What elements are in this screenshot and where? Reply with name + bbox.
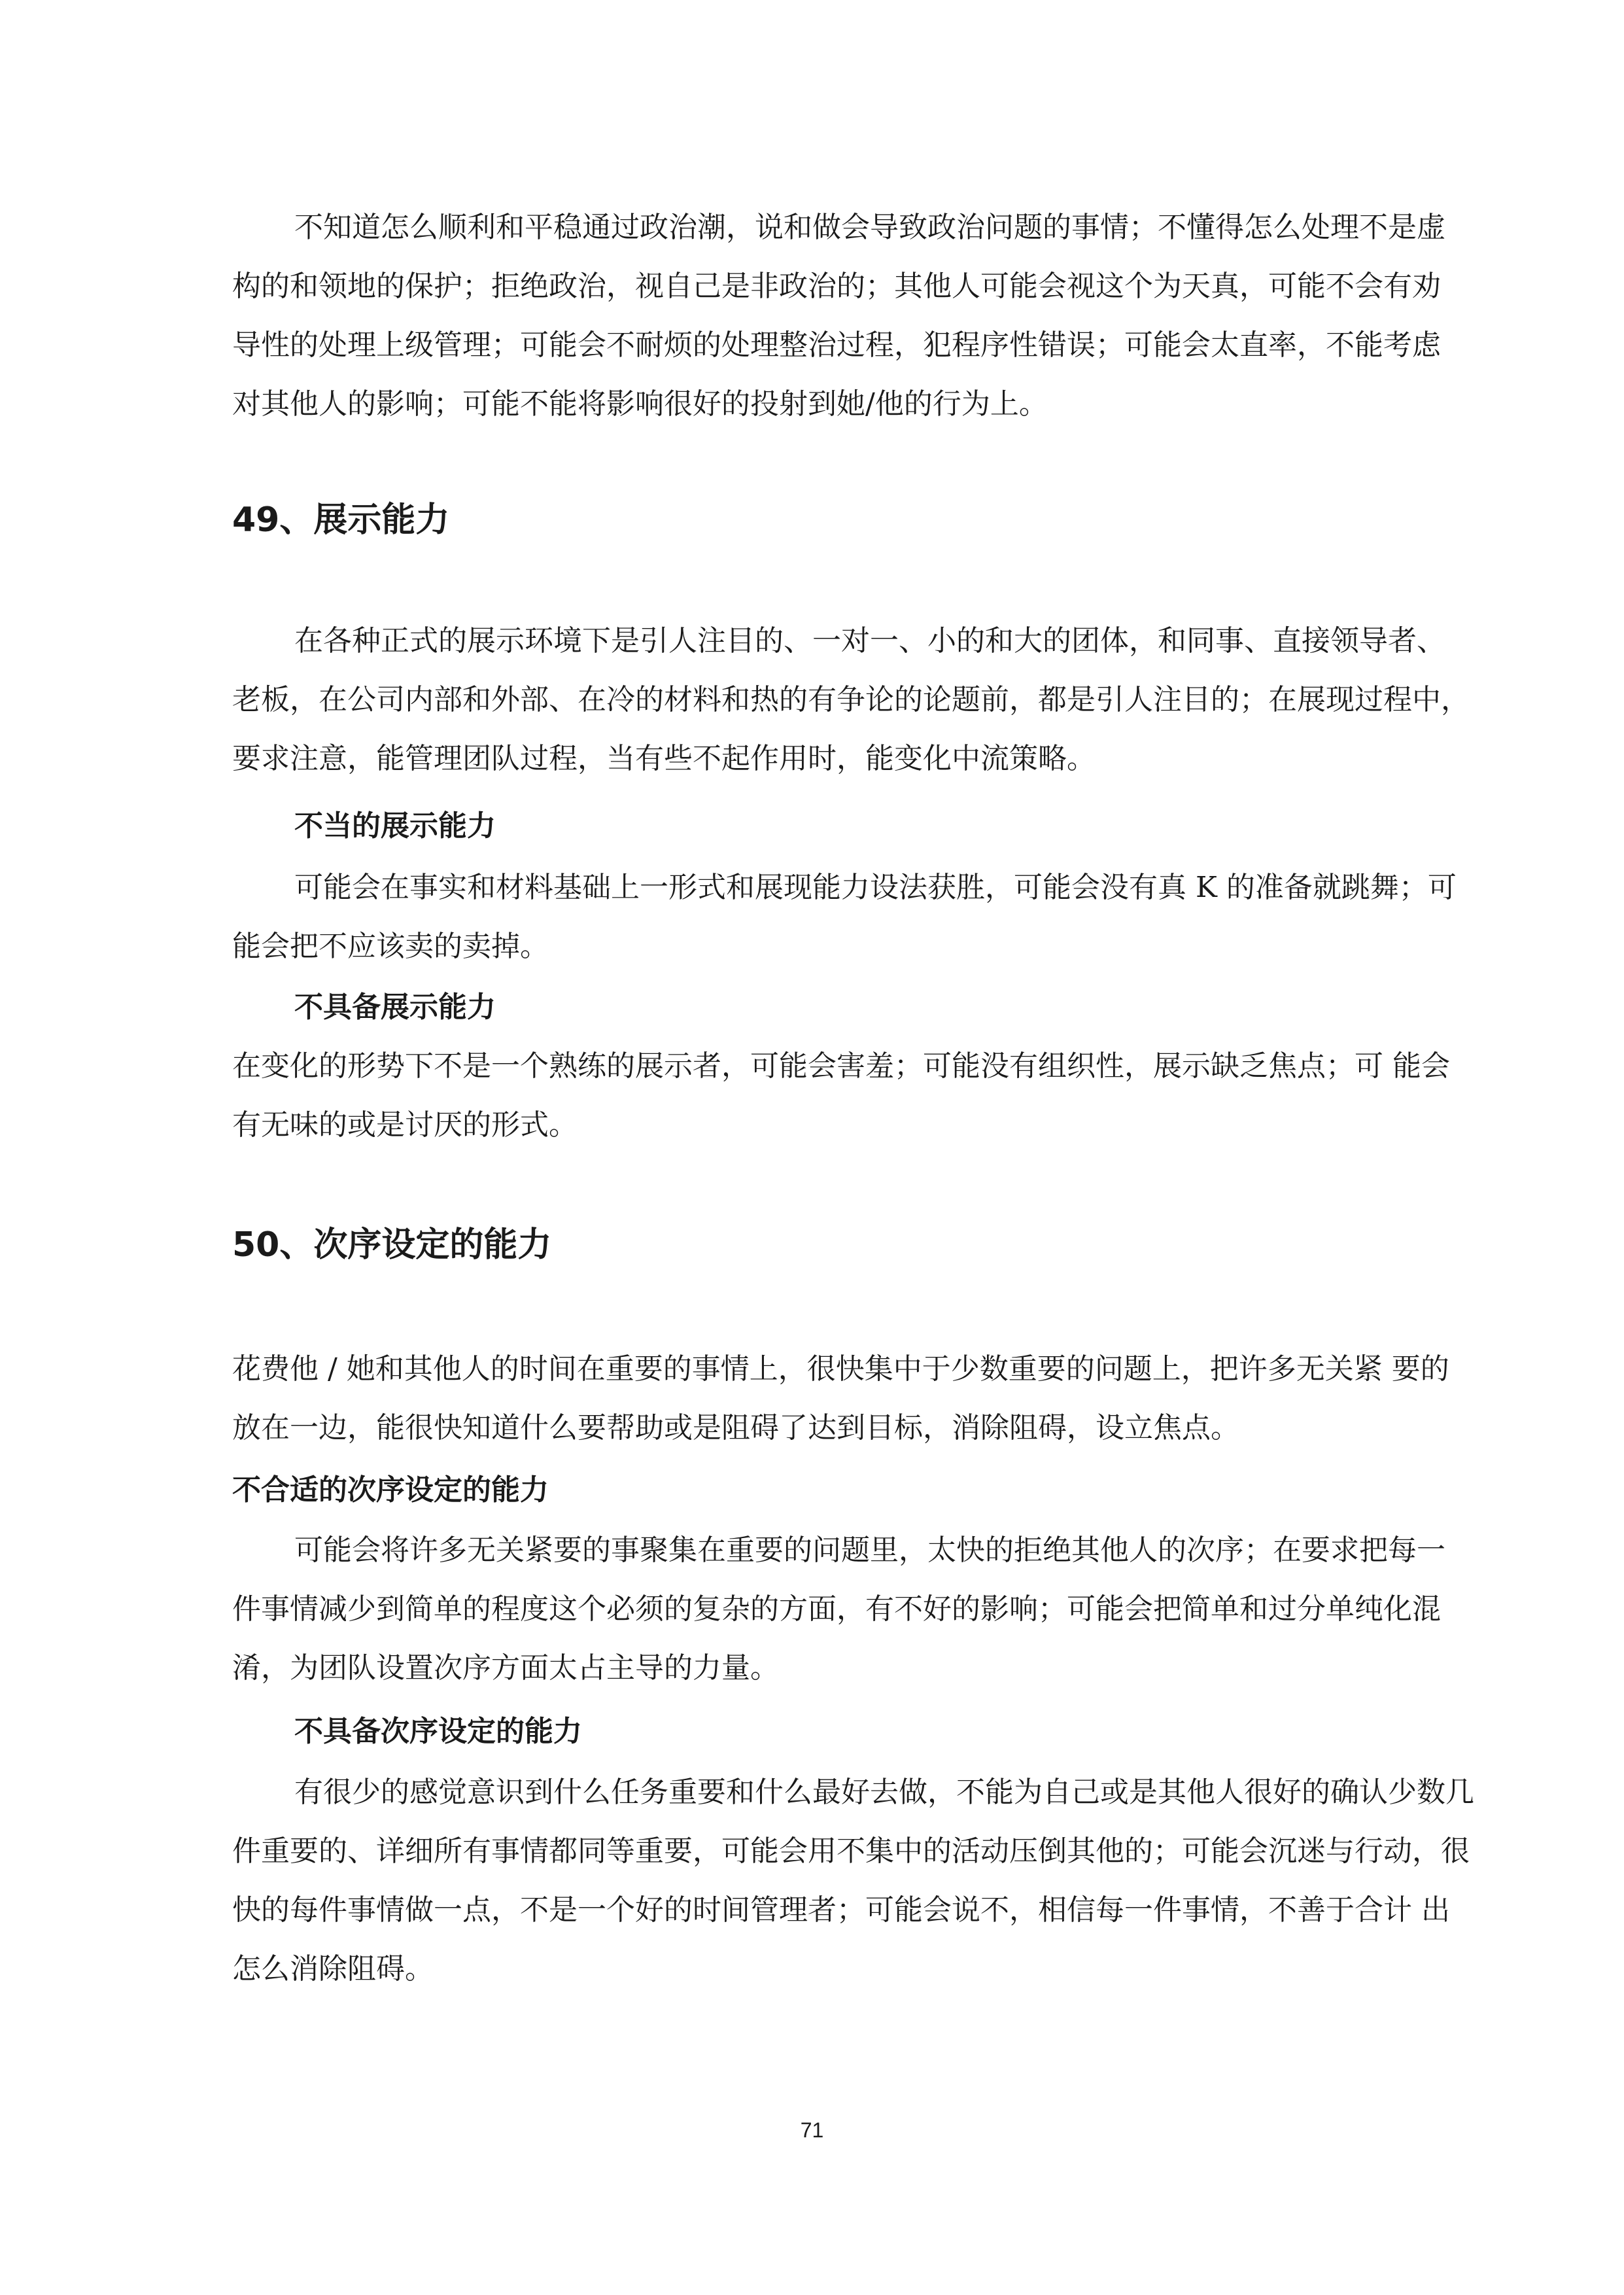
paragraph-line: 可能会将许多无关紧要的事聚集在重要的问题里，太快的拒绝其他人的次序；在要求把每一 [294, 1533, 1445, 1567]
paragraph-line: 不知道怎么顺利和平稳通过政治潮，说和做会导致政治问题的事情；不懂得怎么处理不是虚 [294, 211, 1445, 244]
paragraph-line: 有很少的感觉意识到什么任务重要和什么最好去做，不能为自己或是其他人很好的确认少数几 [294, 1776, 1474, 1809]
paragraph-line: 老板，在公司内部和外部、在冷的材料和热的有争论的论题前，都是引人注目的；在展现过程中， [232, 683, 1470, 716]
paragraph-line: 怎么消除阻碍。 [232, 1952, 434, 1986]
paragraph-line: 淆，为团队设置次序方面太占主导的力量。 [232, 1651, 779, 1685]
paragraph-line: 放在一边，能很快知道什么要帮助或是阻碍了达到目标，消除阻碍，设立焦点。 [232, 1411, 1239, 1445]
paragraph-line: 件重要的、详细所有事情都同等重要，可能会用不集中的活动压倒其他的；可能会沉迷与行动，很 [232, 1834, 1470, 1868]
paragraph-line: 花费他 / 她和其他人的时间在重要的事情上，很快集中于少数重要的问题上，把许多无关紧 要的 [232, 1352, 1449, 1386]
paragraph-line: 要求注意，能管理团队过程，当有些不起作用时，能变化中流策略。 [232, 742, 1096, 775]
page-number: 71 [800, 2118, 824, 2142]
paragraph-line: 能会把不应该卖的卖掉。 [232, 930, 549, 963]
paragraph-line: 有无味的或是讨厌的形式。 [232, 1108, 578, 1142]
paragraph-line: 对其他人的影响；可能不能将影响很好的投射到她/他的行为上。 [232, 387, 1048, 421]
paragraph-line: 在各种正式的展示环境下是引人注目的、一对一、小的和大的团体，和同事、直接领导者、 [294, 624, 1445, 657]
section-title: 49、展示能力 [232, 500, 450, 540]
paragraph-line: 件事情减少到简单的程度这个必须的复杂的方面，有不好的影响；可能会把简单和过分单纯化混 [232, 1592, 1441, 1626]
paragraph-line: 在变化的形势下不是一个熟练的展示者，可能会害羞；可能没有组织性，展示缺乏焦点；可 能会 [232, 1049, 1450, 1083]
subheading-improper: 不当的展示能力 [294, 809, 496, 843]
subheading-improper: 不合适的次序设定的能力 [232, 1473, 549, 1507]
subheading-lacking: 不具备展示能力 [294, 990, 496, 1024]
paragraph-line: 构的和领地的保护；拒绝政治，视自己是非政治的；其他人可能会视这个为天真，可能不会有劝 [232, 270, 1441, 303]
paragraph-line: 导性的处理上级管理；可能会不耐烦的处理整治过程，犯程序性错误；可能会太直率，不能考虑 [232, 328, 1441, 362]
paragraph-line: 可能会在事实和材料基础上一形式和展现能力设法获胜，可能会没有真 K 的准备就跳舞；可 [294, 871, 1457, 904]
section-title: 50、次序设定的能力 [232, 1225, 552, 1265]
paragraph-line: 快的每件事情做一点，不是一个好的时间管理者；可能会说不，相信每一件事情，不善于合计 出 [232, 1893, 1450, 1927]
subheading-lacking: 不具备次序设定的能力 [294, 1715, 582, 1748]
